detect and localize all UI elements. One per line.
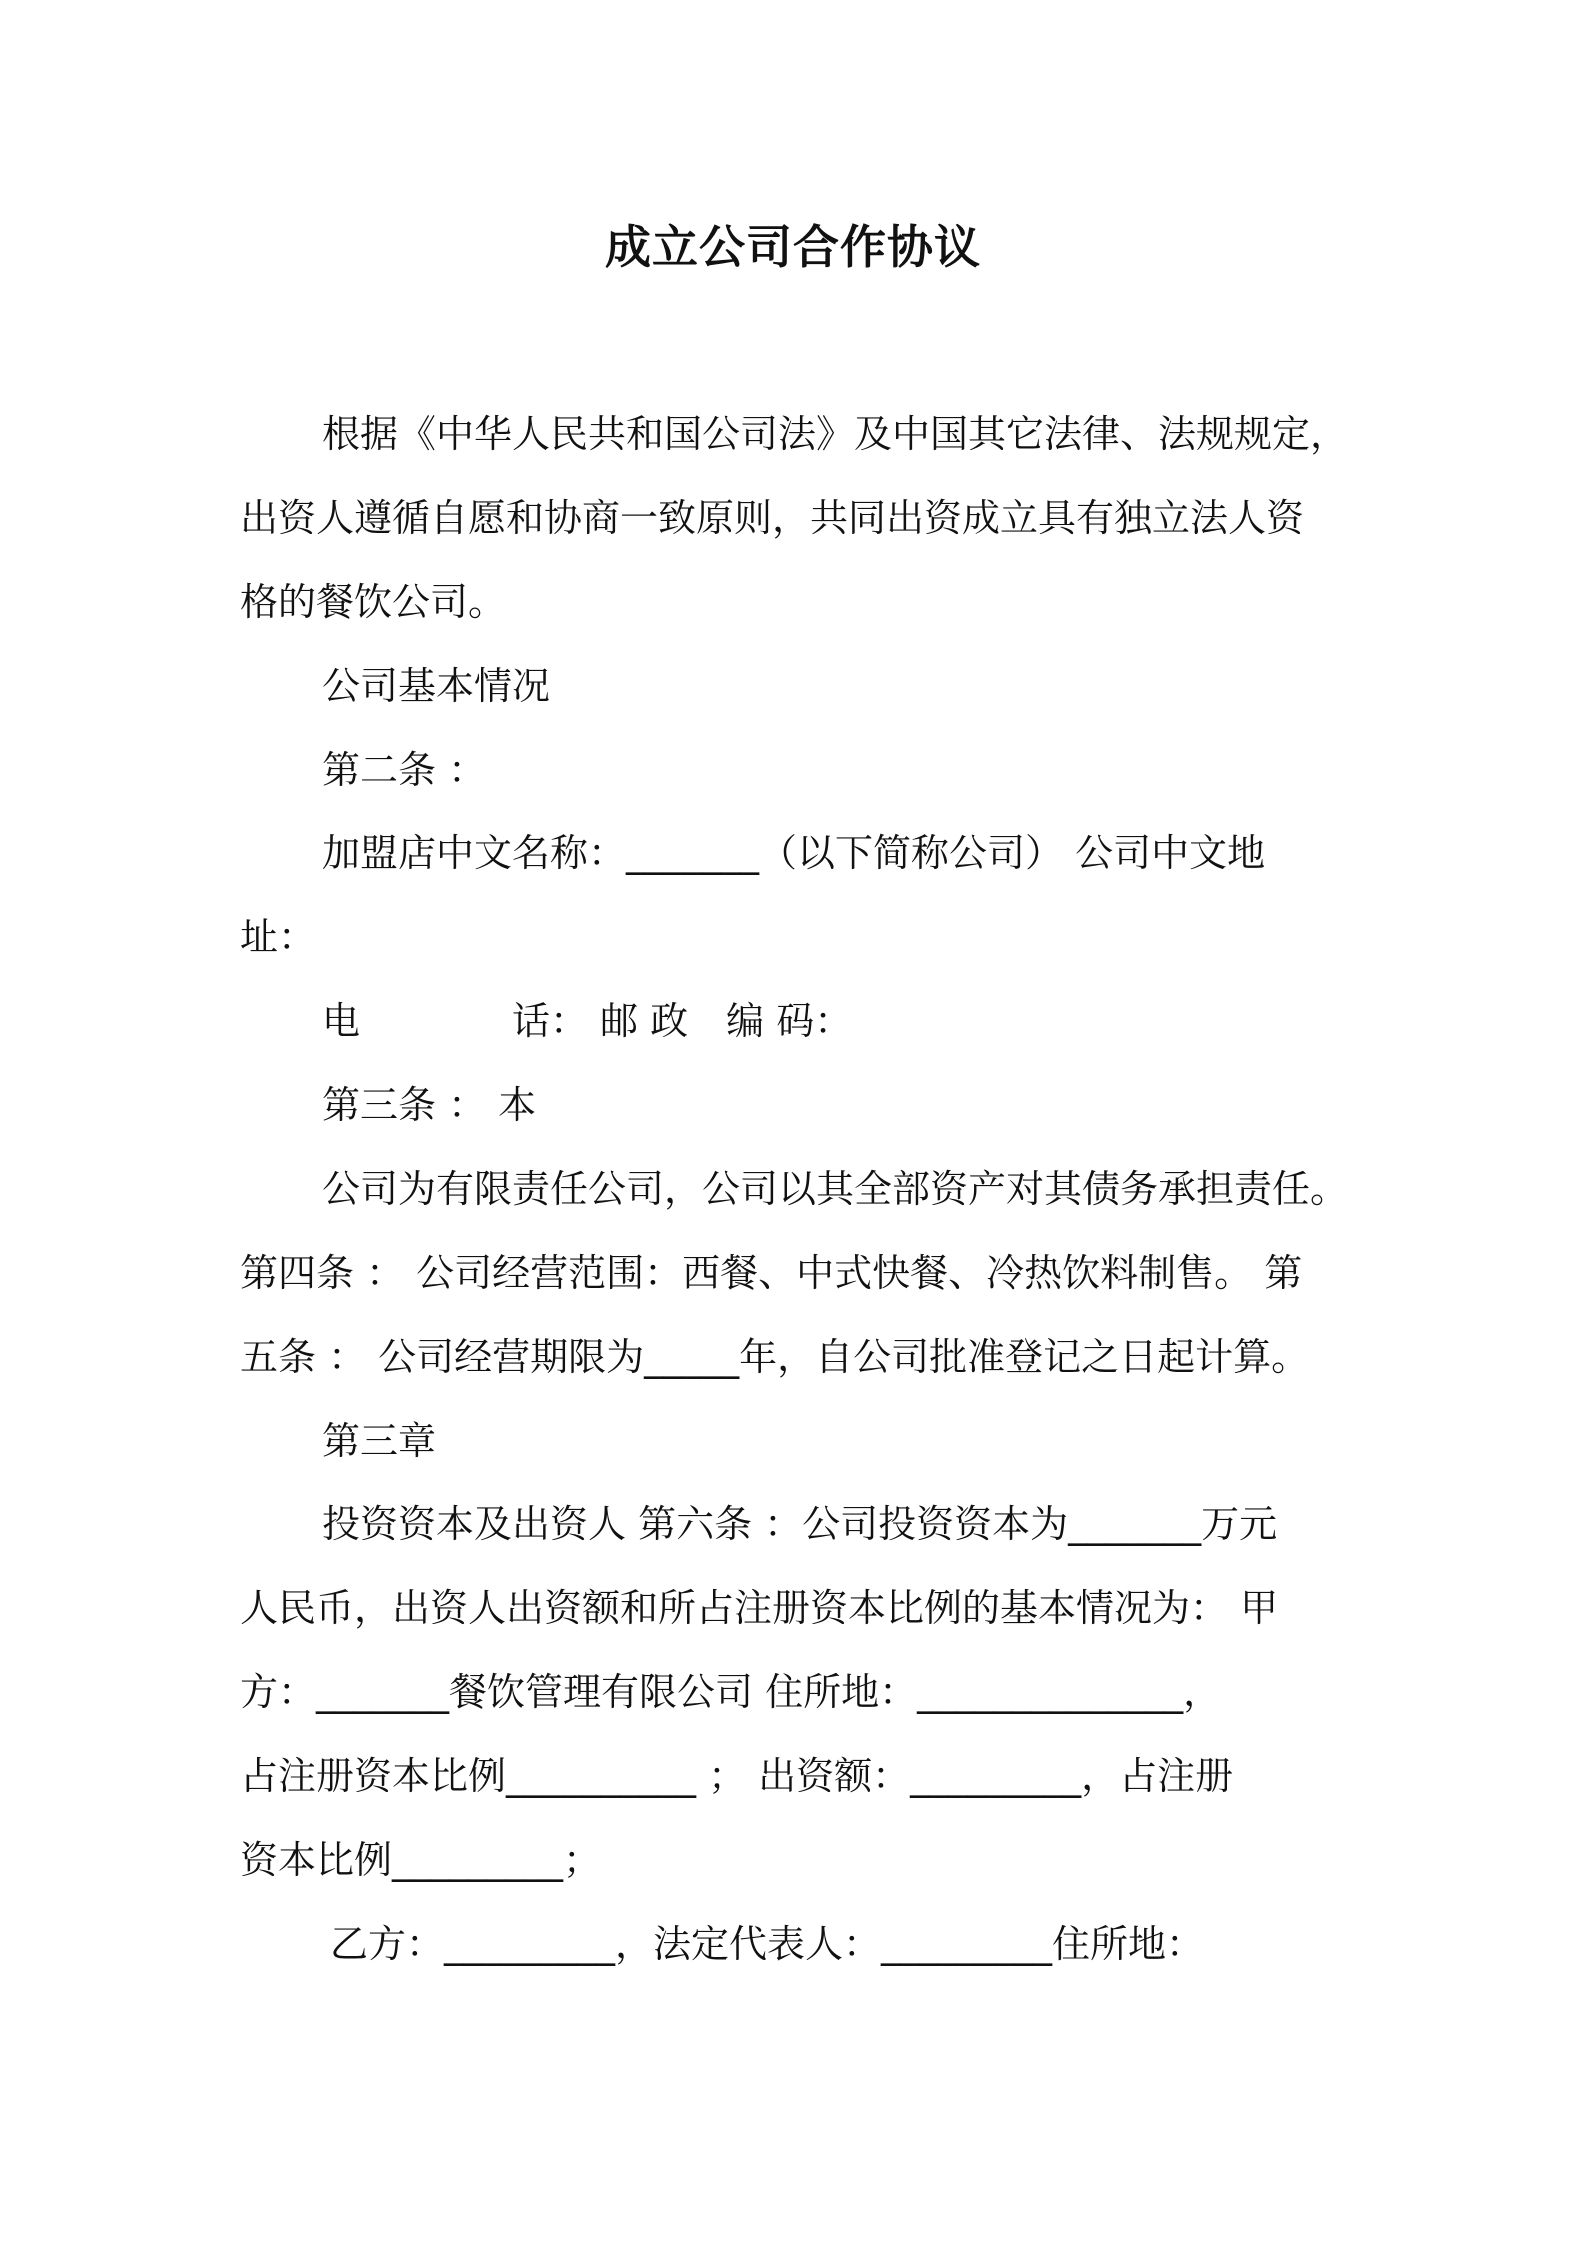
- article-4-line: 第四条 ： 公司经营范围：西餐、中式快餐、冷热饮料制售。 第: [240, 1251, 1303, 1295]
- paragraph-line-3: 格的餐饮公司。: [240, 580, 507, 624]
- party-a-line: 方：_______餐饮管理有限公司 住所地：______________，: [240, 1670, 1222, 1714]
- party-b-line: 乙方：_________，法定代表人：_________住所地：: [330, 1922, 1205, 1966]
- investment-capital-line: 投资资本及出资人 第六条 ：公司投资资本为_______万元: [322, 1502, 1278, 1546]
- paragraph-line-1: 根据《中华人民共和国公司法》及中国其它法律、法规规定，: [322, 412, 1349, 456]
- article-3-heading: 第三条 ： 本: [322, 1083, 537, 1127]
- article-5-line: 五条 ： 公司经营期限为_____年，自公司批准登记之日起计算。: [240, 1335, 1310, 1379]
- party-a-share-line: 占注册资本比例__________ ； 出资额：_________，占注册: [240, 1754, 1234, 1798]
- store-name-line: 加盟店中文名称：_______（以下简称公司） 公司中文地: [322, 831, 1266, 875]
- address-line: 址：: [240, 915, 317, 959]
- paragraph-line-2: 出资人遵循自愿和协商一致原则，共同出资成立具有独立法人资: [240, 496, 1305, 540]
- party-a-share-end-line: 资本比例_________；: [240, 1838, 602, 1882]
- document-title: 成立公司合作协议: [605, 220, 981, 274]
- chapter-3-heading: 第三章: [322, 1419, 437, 1463]
- phone-postcode-line: 电 话： 邮 政 编 码：: [322, 999, 853, 1043]
- contribution-details-line: 人民币，出资人出资额和所占注册资本比例的基本情况为： 甲: [240, 1586, 1279, 1630]
- article-2-heading: 第二条 ：: [322, 748, 487, 792]
- section-heading-company-basics: 公司基本情况: [322, 664, 551, 708]
- limited-liability-line: 公司为有限责任公司，公司以其全部资产对其债务承担责任。: [322, 1167, 1349, 1211]
